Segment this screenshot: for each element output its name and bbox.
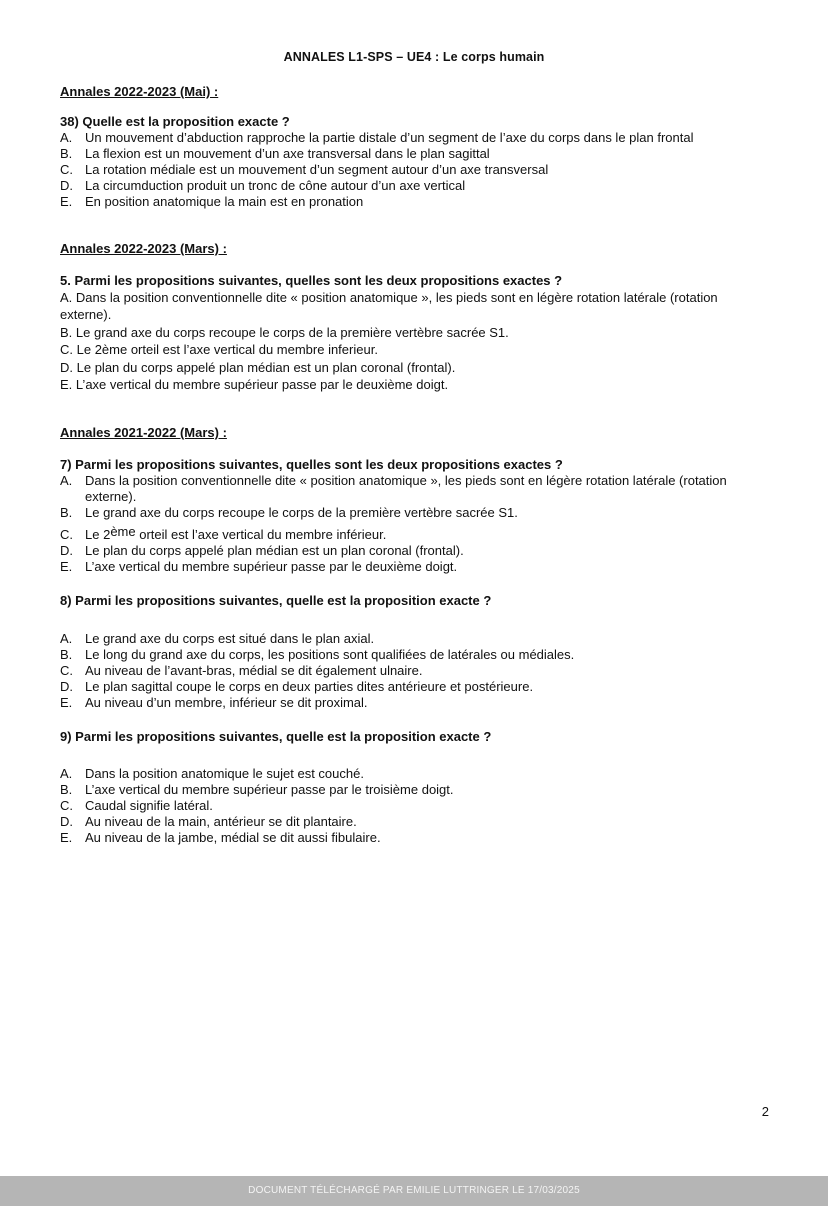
answer-letter: C. (60, 527, 73, 542)
answer-text: La flexion est un mouvement d’un axe transversal dans le plan sagittal (85, 146, 490, 161)
question-7-title: 7) Parmi les propositions suivantes, quelles sont les deux propositions exactes ? (60, 457, 563, 472)
answer-item (60, 359, 770, 376)
answer-text: Le grand axe du corps recoupe le corps de la première vertèbre sacrée S1. (85, 505, 518, 520)
answer-text: Le grand axe du corps recoupe le corps de la première vertèbre sacrée S1. (75, 324, 509, 340)
answer-item (60, 289, 770, 324)
question-8-answers (60, 631, 770, 711)
answer-item (60, 146, 770, 162)
answer-letter: D. (60, 359, 73, 375)
answer-item (60, 162, 770, 178)
answer-text: Au niveau de la main, antérieur se dit plantaire. (85, 814, 357, 829)
section-2022-2023-mai (60, 84, 770, 210)
answer-letter: C. (60, 798, 73, 813)
question-7-answers (60, 473, 770, 575)
answer-item (60, 631, 770, 647)
answer-letter: E. (60, 194, 73, 209)
answer-item (60, 473, 770, 505)
answer-item (60, 647, 770, 663)
answer-letter: D. (60, 679, 73, 694)
answer-text: Le plan du corps appelé plan médian est un plan coronal (frontal). (76, 359, 456, 375)
answer-text: En position anatomique la main est en pronation (85, 194, 364, 209)
answer-text: L’axe vertical du membre supérieur passe par le deuxième doigt. (85, 559, 458, 574)
answer-item (60, 524, 770, 543)
answer-text (85, 524, 770, 543)
answer-item (60, 130, 770, 146)
answer-letter: A. (60, 130, 73, 145)
answer-item (60, 830, 770, 846)
answer-text: Un mouvement d’abduction rapproche la partie distale d’un segment de l’axe du corps dans le plan frontal (85, 130, 694, 145)
answer-item (60, 341, 770, 358)
answer-text: Dans la position anatomique le sujet est couché. (85, 766, 364, 781)
answer-letter: D. (60, 814, 73, 829)
answer-text: Au niveau d’un membre, inférieur se dit proximal. (85, 695, 368, 710)
answer-item (60, 559, 770, 575)
answer-letter: B. (60, 324, 73, 340)
answer-text: Caudal signifie latéral. (85, 798, 213, 813)
question-9-answers (60, 766, 770, 846)
answer-item (60, 324, 770, 341)
answer-letter: C. (60, 162, 73, 177)
answer-letter: C. (60, 342, 73, 358)
answer-letter: D. (60, 543, 73, 558)
answer-text: La circumduction produit un tronc de cône autour d’un axe vertical (85, 178, 466, 193)
answer-item (60, 543, 770, 559)
answer-item (60, 782, 770, 798)
answer-text: Au niveau de la jambe, médial se dit aussi fibulaire. (85, 830, 381, 845)
answer-letter: B. (60, 647, 73, 662)
document-title: ANNALES L1-SPS – UE4 : Le corps humain (283, 50, 545, 64)
answer-text: Le long du grand axe du corps, les positions sont qualifiées de latérales ou médiales. (85, 647, 575, 662)
download-footer (0, 1176, 828, 1206)
answer-text: Dans la position conventionnelle dite « position anatomique », les pieds sont en légère rotation latérale (rotation externe). (60, 290, 718, 323)
answer-letter: E. (60, 830, 73, 845)
answer-text: L’axe vertical du membre supérieur passe par le deuxième doigt. (75, 377, 449, 393)
section-2022-2023-mars (60, 241, 770, 393)
answer-item (60, 798, 770, 814)
answer-text-post: orteil est l’axe vertical du membre inférieur. (135, 527, 387, 542)
answer-letter: E. (60, 695, 73, 710)
answer-text-superscript: ème (110, 524, 136, 539)
section-heading: Annales 2022-2023 (Mai) : (60, 84, 219, 99)
section-2021-2022-mars (60, 425, 770, 846)
answer-text: Le plan du corps appelé plan médian est un plan coronal (frontal). (85, 543, 464, 558)
answer-letter: B. (60, 782, 73, 797)
answer-item (60, 814, 770, 830)
answer-text: Le plan sagittal coupe le corps en deux parties dites antérieure et postérieure. (85, 679, 534, 694)
answer-letter: A. (60, 473, 73, 488)
answer-item (60, 695, 770, 711)
answer-letter: E. (60, 559, 73, 574)
answer-text-pre: Le 2 (85, 527, 111, 542)
answer-letter: E. (60, 377, 73, 393)
answer-item (60, 679, 770, 695)
answer-item (60, 663, 770, 679)
question-5-title: 5. Parmi les propositions suivantes, quelles sont les deux propositions exactes ? (60, 273, 563, 288)
answer-letter: B. (60, 505, 73, 520)
answer-letter: B. (60, 146, 73, 161)
answer-text: La rotation médiale est un mouvement d’un segment autour d’un axe transversal (85, 162, 549, 177)
answer-text: Le 2ème orteil est l’axe vertical du membre inferieur. (76, 342, 378, 358)
answer-item (60, 194, 770, 210)
answer-text: Le grand axe du corps est situé dans le plan axial. (85, 631, 375, 646)
question-5-answers (60, 289, 770, 393)
answer-item (60, 766, 770, 782)
page-number: 2 (761, 1104, 769, 1119)
answer-item (60, 505, 770, 521)
answer-text: Dans la position conventionnelle dite « position anatomique », les pieds sont en légère rotation latérale (rotation externe). (85, 473, 727, 504)
answer-letter: A. (60, 290, 73, 305)
section-heading: Annales 2022-2023 (Mars) : (60, 241, 227, 256)
answer-item (60, 178, 770, 194)
footer-text: DOCUMENT TÉLÉCHARGÉ PAR EMILIE LUTTRINGER LE 17/03/2025 (248, 1185, 580, 1196)
answer-item (60, 376, 770, 393)
answer-letter: A. (60, 766, 73, 781)
answer-text: Au niveau de l’avant-bras, médial se dit également ulnaire. (85, 663, 423, 678)
answer-letter: C. (60, 663, 73, 678)
answer-letter: D. (60, 178, 73, 193)
section-heading: Annales 2021-2022 (Mars) : (60, 425, 227, 440)
question-8-title: 8) Parmi les propositions suivantes, quelle est la proposition exacte ? (60, 593, 492, 608)
answer-letter: A. (60, 631, 73, 646)
answer-text: L’axe vertical du membre supérieur passe par le troisième doigt. (85, 782, 454, 797)
question-38-title: 38) Quelle est la proposition exacte ? (60, 114, 290, 129)
question-9-title: 9) Parmi les propositions suivantes, quelle est la proposition exacte ? (60, 729, 492, 744)
question-38-answers (60, 130, 770, 210)
